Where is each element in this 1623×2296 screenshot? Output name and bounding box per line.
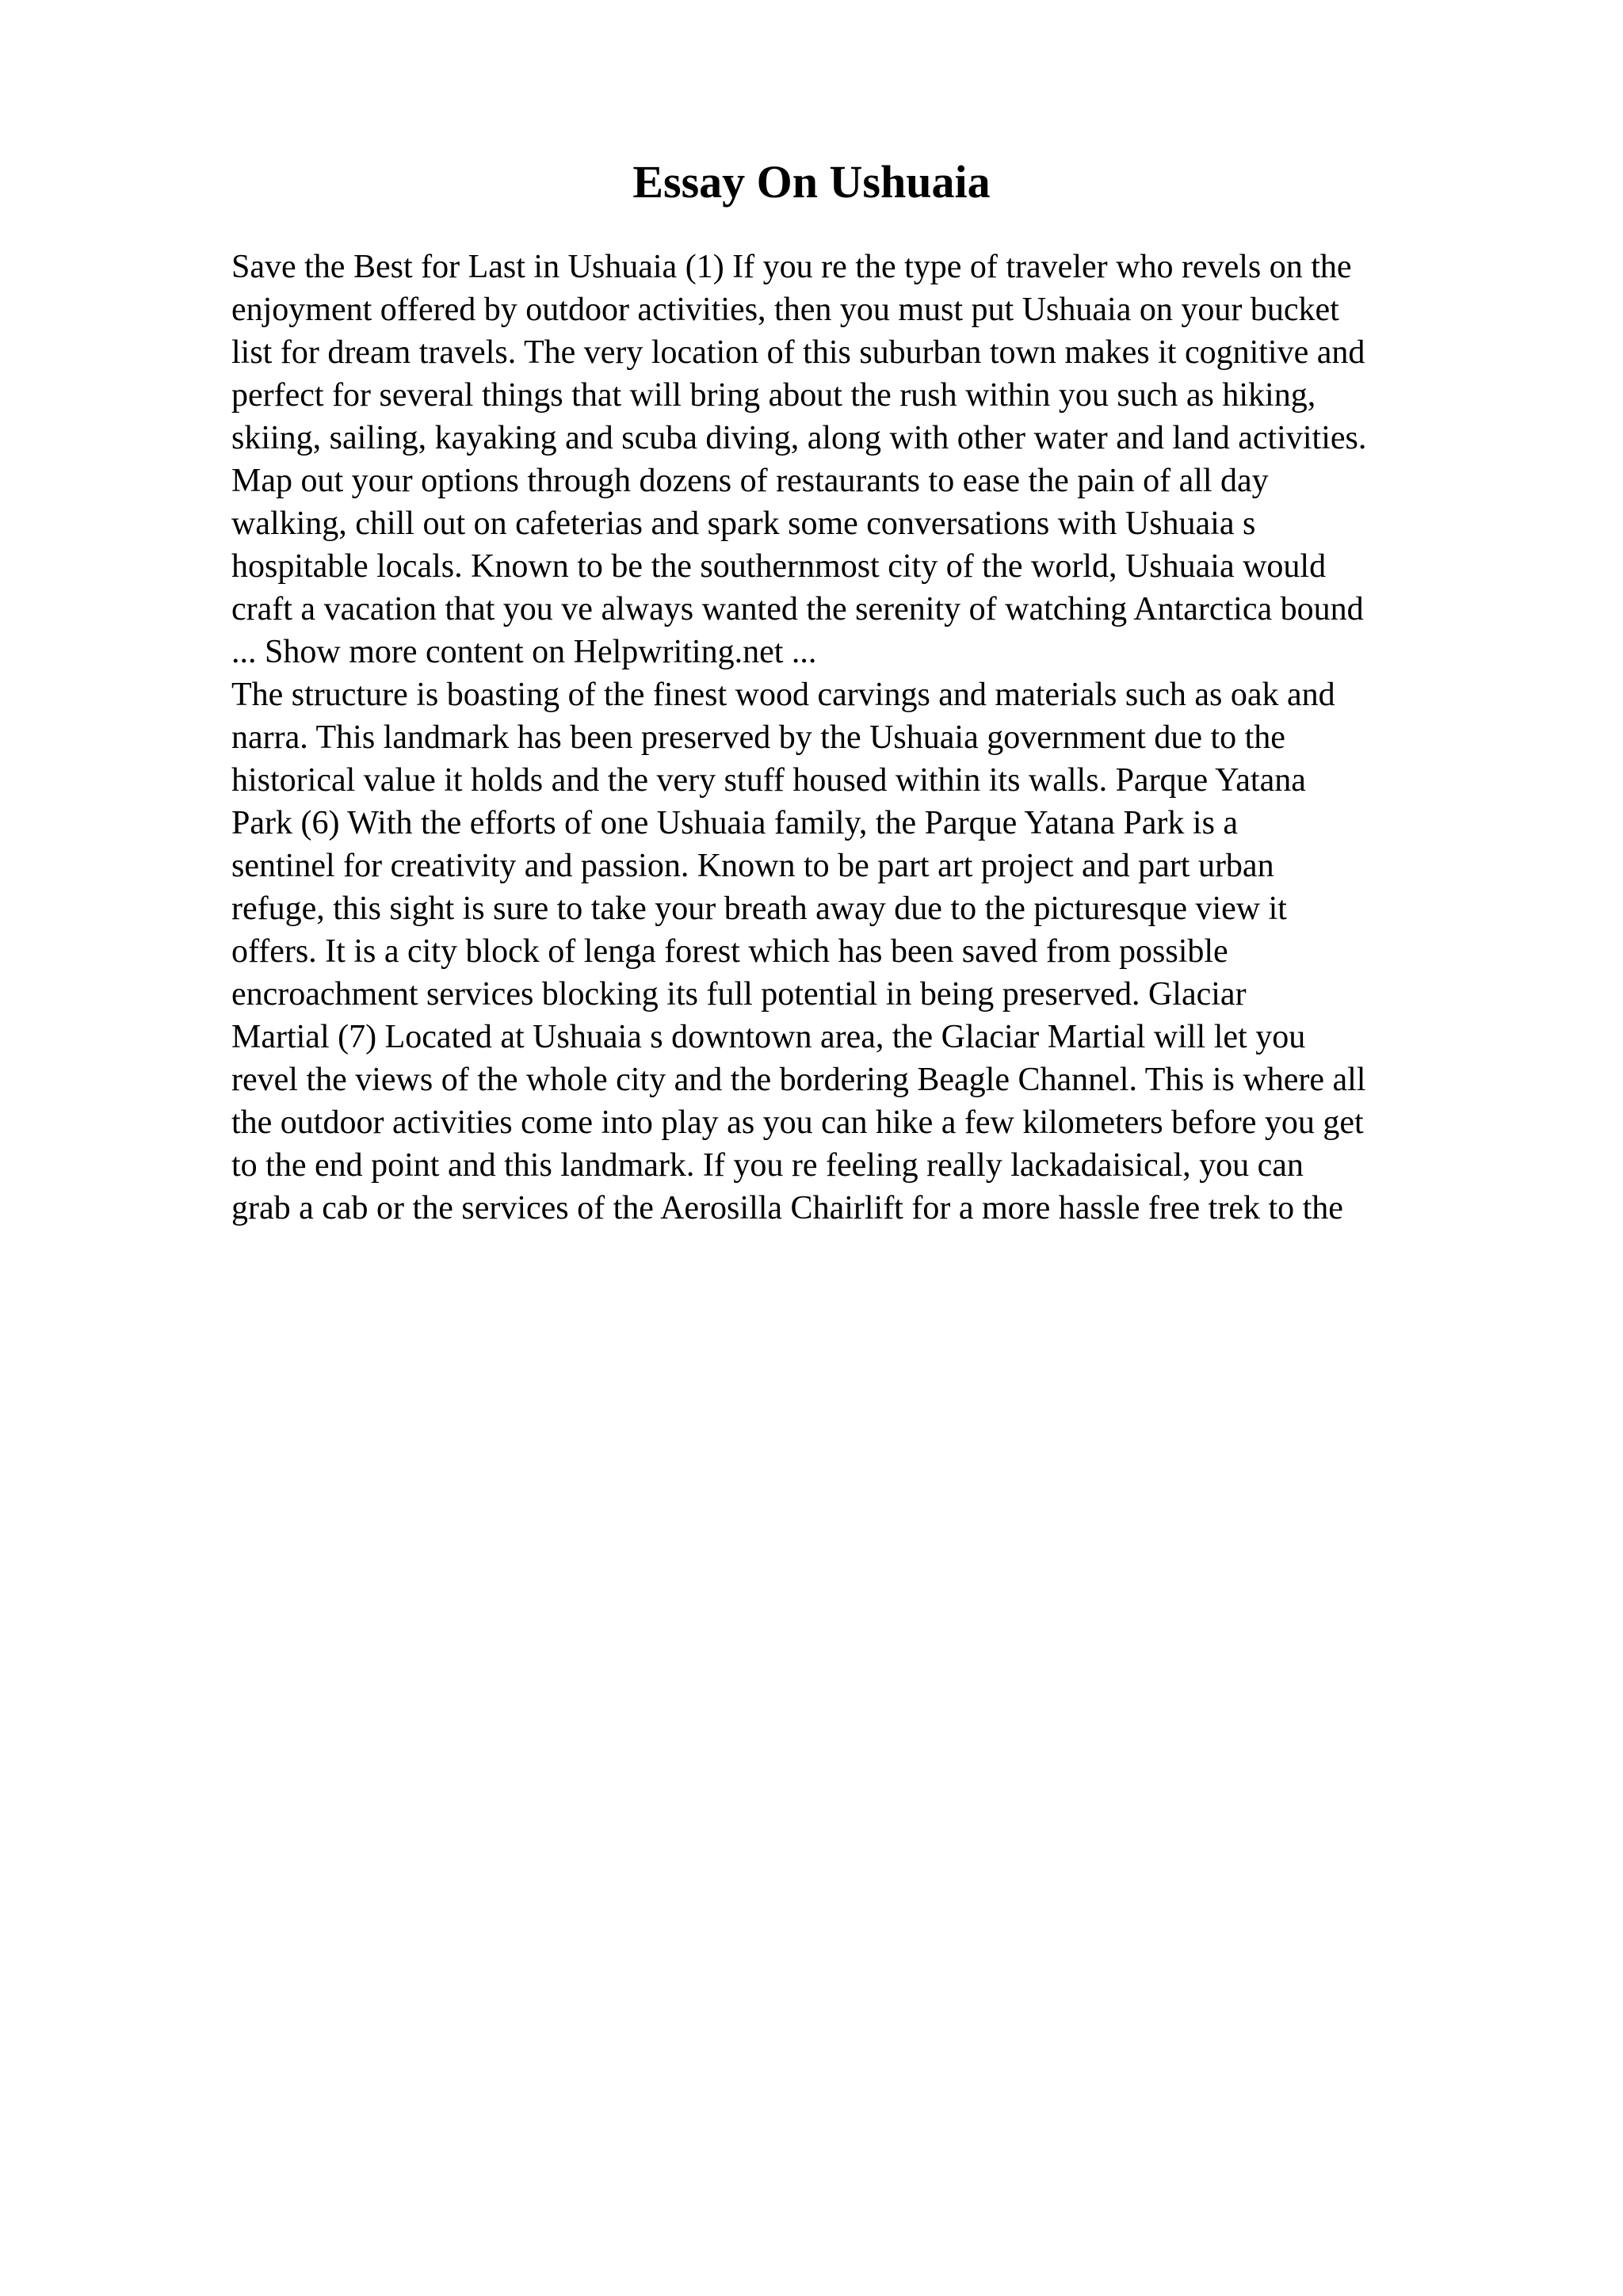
text-line: list for dream travels. The very location of this suburban town makes it cognitive and <box>231 334 1365 371</box>
essay-body <box>231 246 1499 1230</box>
text-line: Park (6) With the efforts of one Ushuaia family, the Parque Yatana Park is a <box>231 805 1239 841</box>
text-line: sentinel for creativity and passion. Known to be part art project and part urban <box>231 848 1274 884</box>
text-line: refuge, this sight is sure to take your breath away due to the picturesque view it <box>231 891 1287 927</box>
text-line: skiing, sailing, kayaking and scuba diving, along with other water and land activities. <box>231 420 1367 456</box>
text-line: narra. This landmark has been preserved by the Ushuaia government due to the <box>231 719 1285 756</box>
text-line: revel the views of the whole city and the bordering Beagle Channel. This is where all <box>231 1062 1366 1098</box>
text-line: perfect for several things that will bring about the rush within you such as hiking, <box>231 377 1316 414</box>
text-line: walking, chill out on cafeterias and spark some conversations with Ushuaia s <box>231 505 1256 542</box>
text-line: Save the Best for Last in Ushuaia (1) If you re the type of traveler who revels on the <box>231 249 1352 285</box>
text-line: to the end point and this landmark. If you re feeling really lackadaisical, you can <box>231 1147 1304 1184</box>
text-line: grab a cab or the services of the Aerosilla Chairlift for a more hassle free trek to the <box>231 1190 1343 1226</box>
text-line: the outdoor activities come into play as you can hike a few kilometers before you get <box>231 1104 1364 1141</box>
text-line: offers. It is a city block of lenga forest which has been saved from possible <box>231 933 1228 970</box>
text-line: Map out your options through dozens of restaurants to ease the pain of all day <box>231 463 1269 499</box>
text-line: hospitable locals. Known to be the southernmost city of the world, Ushuaia would <box>231 548 1327 585</box>
text-line: encroachment services blocking its full potential in being preserved. Glaciar <box>231 976 1247 1013</box>
show-more-line: ... Show more content on Helpwriting.net ... <box>231 634 817 670</box>
document-title: Essay On Ushuaia <box>632 156 991 208</box>
text-line: The structure is boasting of the finest wood carvings and materials such as oak and <box>231 677 1335 713</box>
text-line: craft a vacation that you ve always wanted the serenity of watching Antarctica bound <box>231 591 1364 627</box>
text-line: enjoyment offered by outdoor activities, then you must put Ushuaia on your bucket <box>231 292 1339 328</box>
text-line: historical value it holds and the very stuff housed within its walls. Parque Yatana <box>231 762 1306 799</box>
text-line: Martial (7) Located at Ushuaia s downtown area, the Glaciar Martial will let you <box>231 1019 1306 1055</box>
